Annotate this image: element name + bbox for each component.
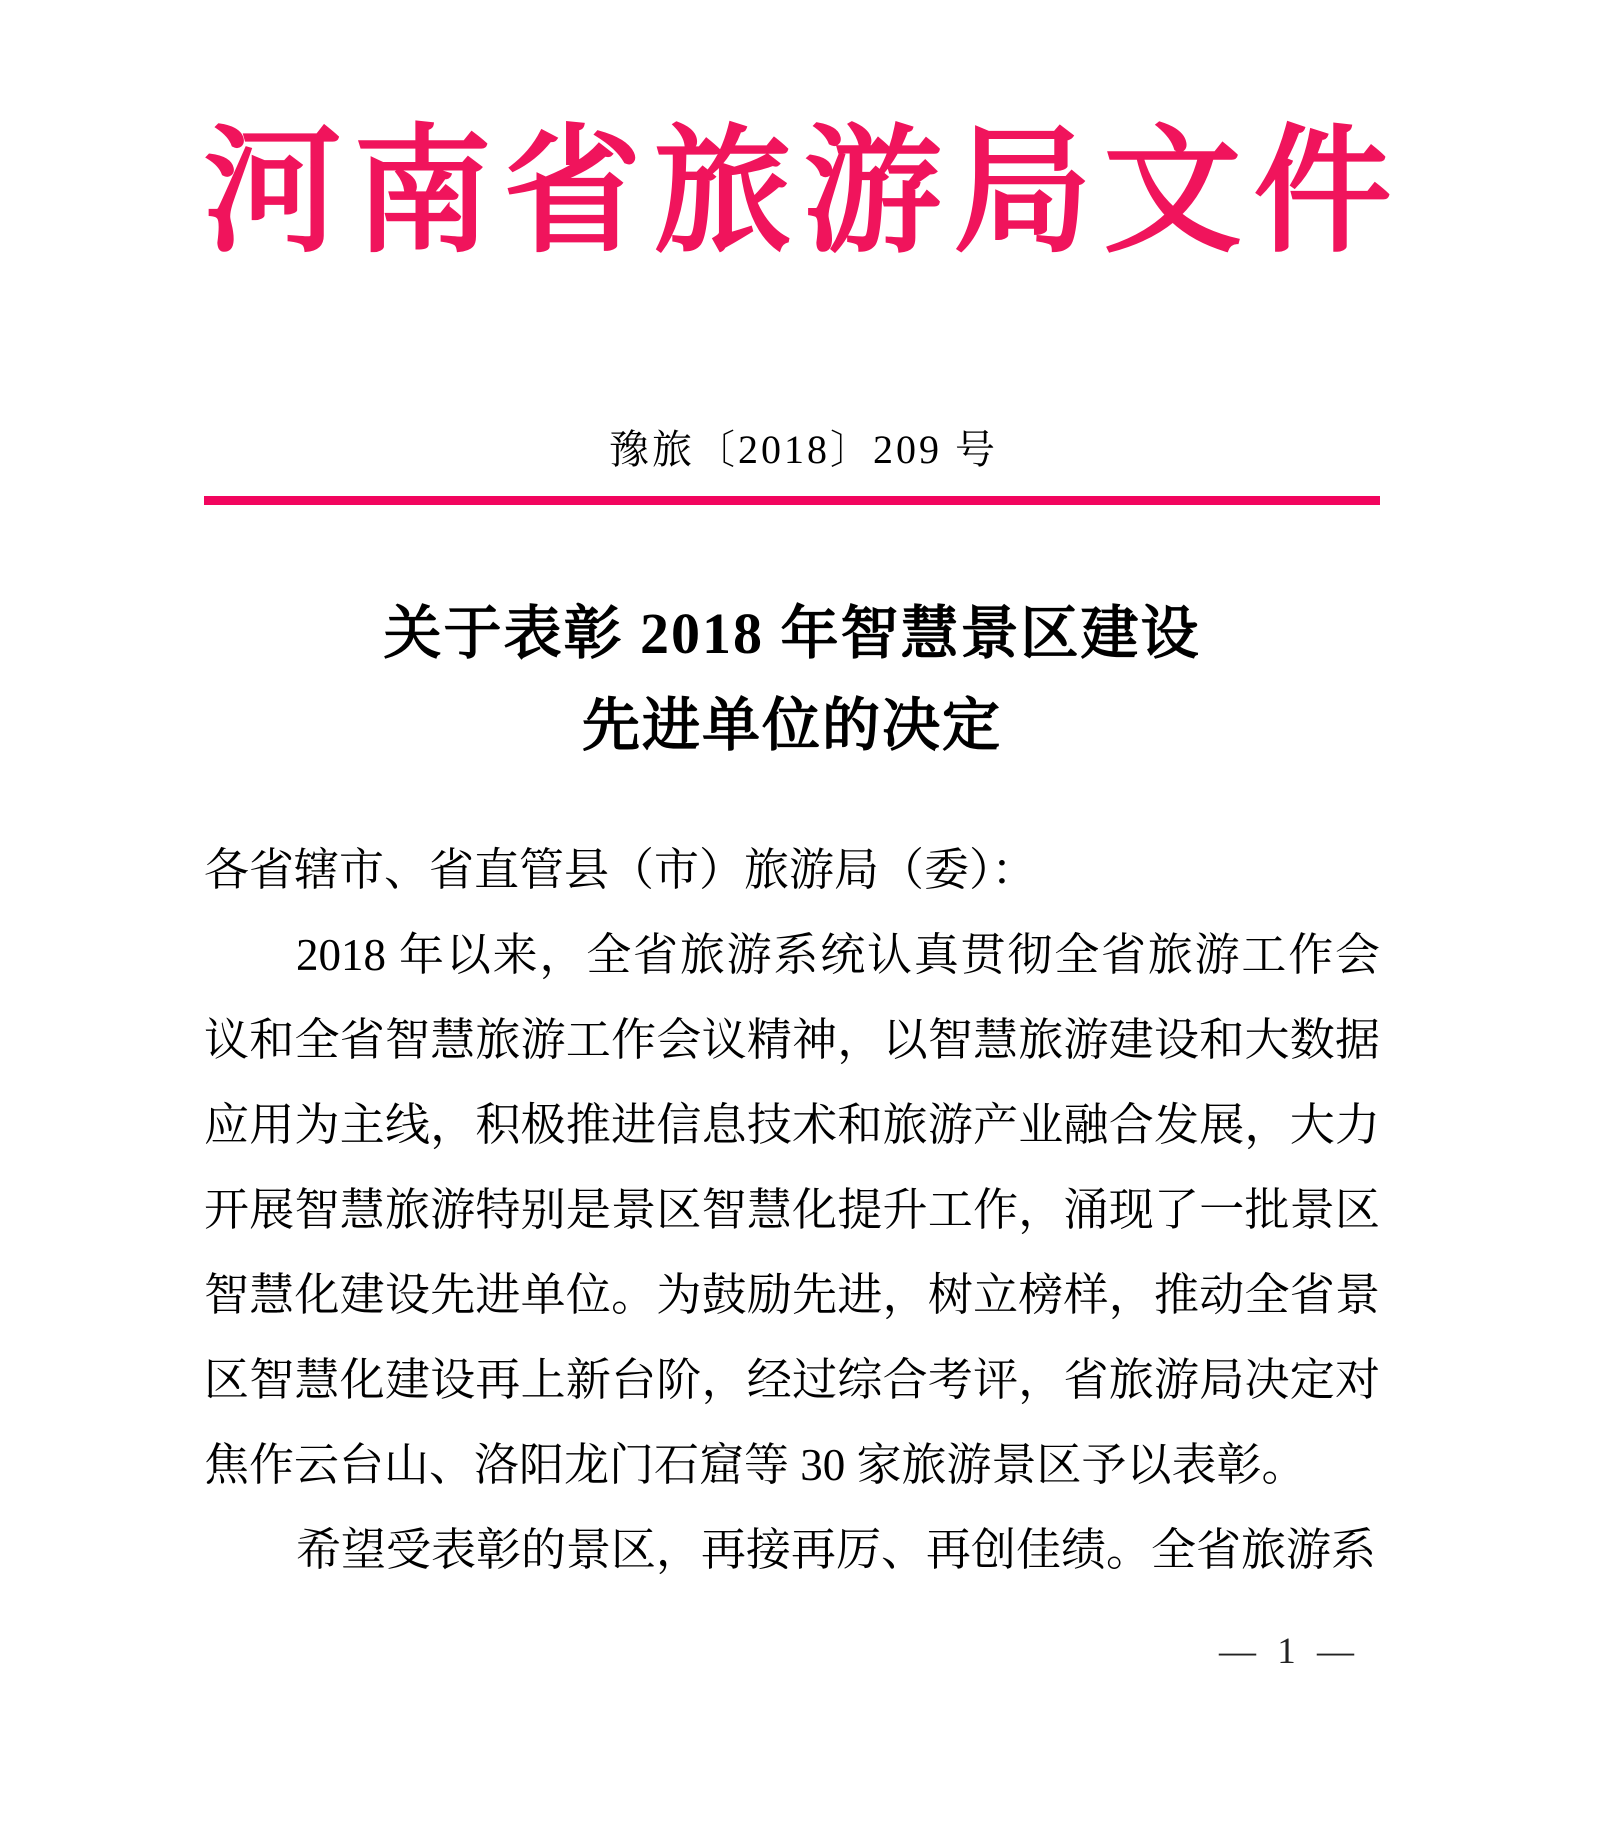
doc-title-line-1: 关于表彰 2018 年智慧景区建设 <box>383 601 1201 666</box>
salutation: 各省辖市、省直管县（市）旅游局（委）： <box>204 845 1037 895</box>
red-divider-line <box>204 496 1380 505</box>
doc-number: 豫旅〔2018〕209 号 <box>609 427 998 472</box>
document-body <box>204 828 1380 1593</box>
page-number: — 1 — <box>1219 1631 1360 1672</box>
doc-title-line-2: 先进单位的决定 <box>581 693 1002 758</box>
body-paragraph-2: 希望受表彰的景区，再接再厉、再创佳绩。全省旅游系 <box>296 1525 1377 1575</box>
letterhead-title: 河南省旅游局文件 <box>203 116 1404 269</box>
body-paragraph-1: 2018 年以来，全省旅游系统认真贯彻全省旅游工作会议和全省智慧旅游工作会议精神，以智慧旅游建设和大数据应用为主线，积极推进信息技术和旅游产业融合发展，大力开展智慧旅游特别是景区智慧化提升工作，涌现了一批景区智慧化建设先进单位。为鼓励先进，树立榜样，推动全省景区智慧化建设再上新台阶，经过综合考评，省旅游局决定对焦作云台山、洛阳龙门石窟等 30 家旅游景区予以表彰。 <box>204 930 1380 1490</box>
doc-title <box>204 588 1380 772</box>
